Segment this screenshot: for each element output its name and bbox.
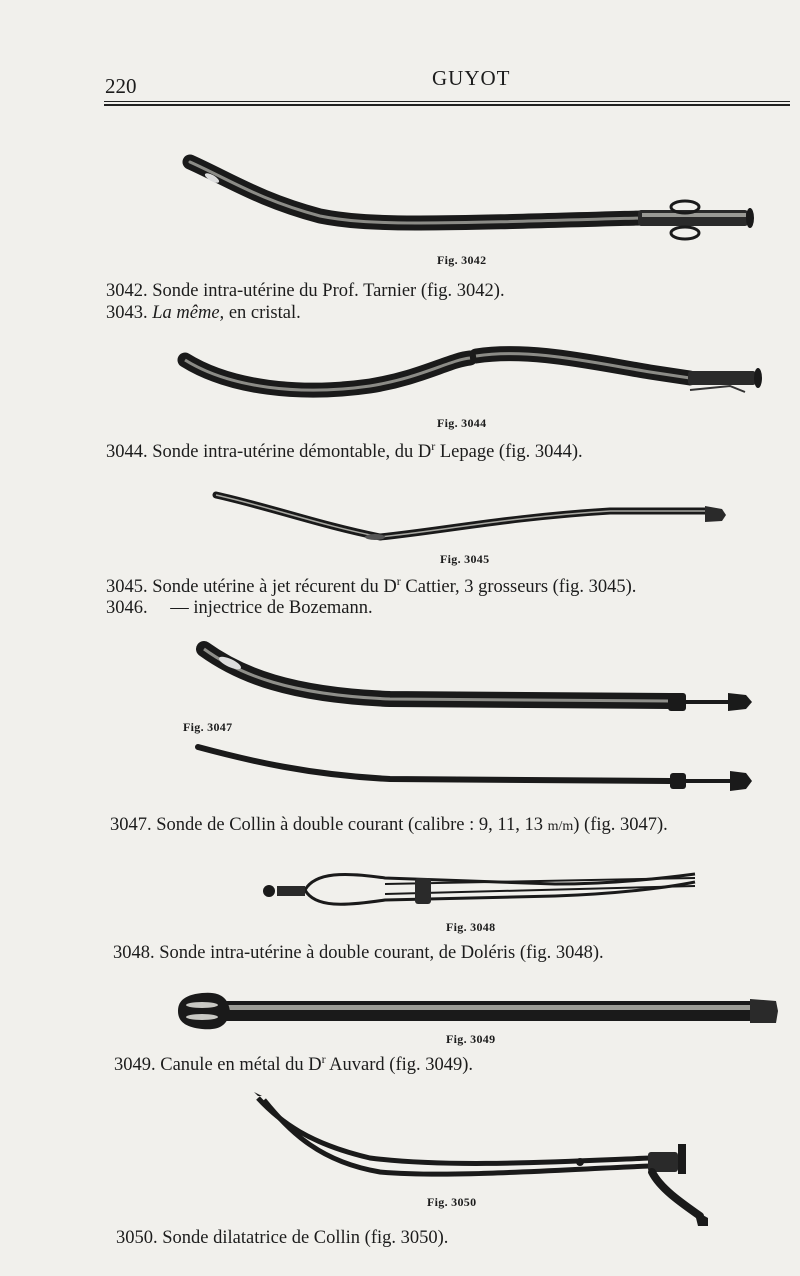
entry-number: 3045. [106,577,148,597]
entry-text: ) (fig. 3047). [573,815,668,835]
illustration-fig-3050 [250,1092,720,1232]
illustration-fig-3042 [170,150,770,250]
entry-text: — injectrice de Bozemann. [170,598,373,618]
entry-3048 [113,943,604,964]
illustration-fig-3044 [170,338,770,408]
entry-text: Sonde dilatatrice de Collin (fig. 3050). [162,1228,449,1248]
entry-number: 3043. [106,303,148,323]
entry-3047 [110,815,668,836]
entry-number: 3046. [106,598,148,618]
entry-3045 [106,573,637,598]
entry-number: 3047. [110,815,152,835]
entry-text: Sonde intra-utérine démontable, du D [152,442,432,462]
entry-number: 3049. [114,1055,156,1075]
illustration-fig-3049 [172,985,782,1035]
entry-superscript: r [321,1051,326,1066]
entry-text: Auvard (fig. 3049). [325,1055,474,1075]
illustration-fig-3045 [210,485,740,555]
entry-unit: m/m [547,819,574,834]
entry-text: Cattier, 3 grosseurs (fig. 3045). [400,577,637,597]
entry-superscript: r [396,573,401,588]
entry-number: 3048. [113,943,155,963]
entry-number: 3042. [106,281,148,301]
running-title: GUYOT [432,66,511,90]
figure-caption-3049: Fig. 3049 [446,1032,496,1046]
entry-3046 [106,598,373,619]
entry-superscript: r [431,438,436,453]
figure-caption-3050: Fig. 3050 [427,1195,477,1209]
figure-caption-3047: Fig. 3047 [183,720,233,734]
entry-text: Sonde utérine à jet récurent du D [152,577,397,597]
header-rule [104,101,790,107]
entry-text: Sonde intra-utérine à double courant, de Doléris (fig. 3048). [159,943,604,963]
entry-number: 3044. [106,442,148,462]
entry-text: en cristal. [224,303,301,323]
entry-text: Sonde intra-utérine du Prof. Tarnier (fig. 3042). [152,281,505,301]
entry-text: Sonde de Collin à double courant (calibre : 9, 11, 13 [156,815,548,835]
entry-3043 [106,303,301,324]
page-number: 220 [105,74,137,98]
entry-3049 [114,1051,474,1076]
entry-3050 [116,1228,448,1249]
figure-caption-3045: Fig. 3045 [440,552,490,566]
entry-text: Canule en métal du D [160,1055,322,1075]
entry-3042 [106,281,505,302]
entry-3044 [106,438,583,463]
entry-text-italic: La même, [152,303,225,323]
entry-number: 3050. [116,1228,158,1248]
figure-caption-3042: Fig. 3042 [437,253,487,267]
illustration-fig-3048 [255,862,715,922]
entry-text: Lepage (fig. 3044). [435,442,583,462]
figure-caption-3048: Fig. 3048 [446,920,496,934]
illustration-fig-3047 [190,635,770,795]
figure-caption-3044: Fig. 3044 [437,416,487,430]
